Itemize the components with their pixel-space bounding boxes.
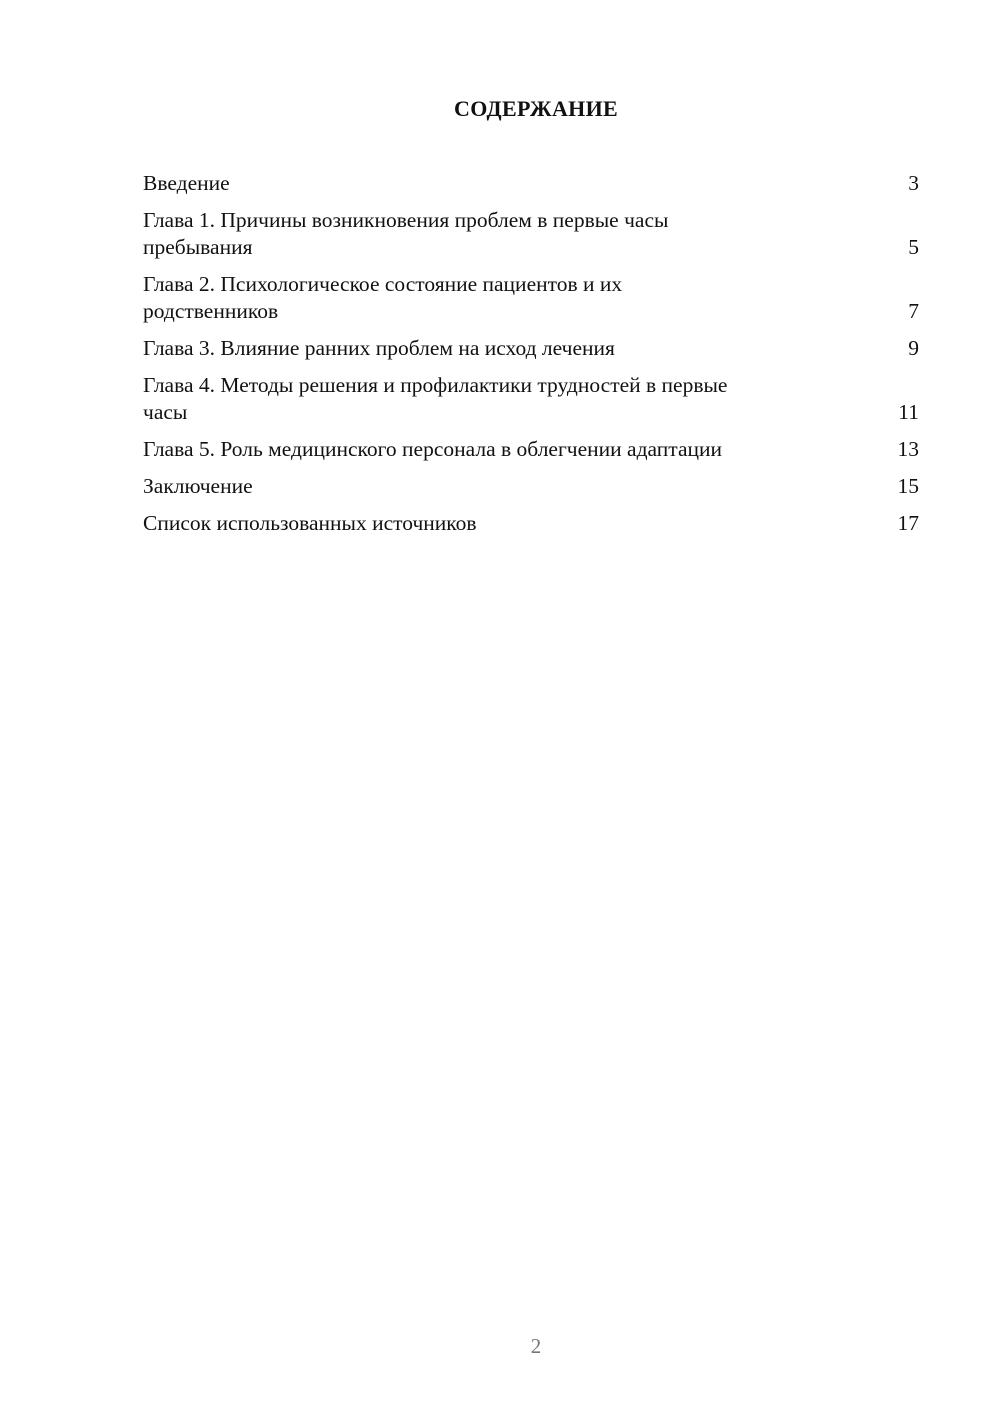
toc-entry-chapter-1 xyxy=(143,207,919,261)
toc-entry-label xyxy=(143,510,895,537)
toc-entry-label-line: Введение xyxy=(143,171,230,195)
toc-entry-chapter-3 xyxy=(143,335,919,362)
toc-entry-label xyxy=(143,271,895,325)
toc-entry-label xyxy=(143,335,895,362)
toc-entry-page: 15 xyxy=(897,474,919,498)
toc-entry-label-line: Глава 5. Роль медицинского персонала в облегчении адаптации xyxy=(143,437,723,461)
toc-entry-label-line: Список использованных источников xyxy=(143,511,477,535)
toc-entry-label-line: часы xyxy=(143,400,188,424)
toc-entry-page: 7 xyxy=(908,299,919,323)
toc-entry-label xyxy=(143,372,895,426)
toc-entry-references xyxy=(143,510,919,537)
table-of-contents xyxy=(143,170,919,547)
toc-entry-label-line: родственников xyxy=(143,299,279,323)
toc-entry-page: 9 xyxy=(908,336,919,360)
toc-entry-chapter-2 xyxy=(143,271,919,325)
toc-entry-label xyxy=(143,207,895,261)
toc-entry-page: 17 xyxy=(897,511,919,535)
toc-entry-conclusion xyxy=(143,473,919,500)
toc-entry-label-line: Глава 3. Влияние ранних проблем на исход лечения xyxy=(143,336,615,360)
toc-entry-label-line: Заключение xyxy=(143,474,253,498)
toc-entry-label-line: Глава 2. Психологическое состояние пациентов и их xyxy=(143,272,623,296)
toc-entry-label-line: пребывания xyxy=(143,235,253,259)
toc-entry-chapter-4 xyxy=(143,372,919,426)
toc-entry-page: 5 xyxy=(908,235,919,259)
toc-entry-page: 11 xyxy=(898,400,919,424)
toc-entry-page: 3 xyxy=(908,171,919,195)
toc-entry-page: 13 xyxy=(897,437,919,461)
toc-entry-introduction xyxy=(143,170,919,197)
page-title: СОДЕРЖАНИЕ xyxy=(454,96,618,121)
page-number: 2 xyxy=(530,1334,542,1358)
toc-entry-chapter-5 xyxy=(143,436,919,463)
toc-entry-label xyxy=(143,473,895,500)
toc-entry-label xyxy=(143,170,895,197)
toc-entry-label-line: Глава 1. Причины возникновения проблем в первые часы xyxy=(143,208,669,232)
toc-entry-label xyxy=(143,436,895,463)
toc-entry-label-line: Глава 4. Методы решения и профилактики трудностей в первые xyxy=(143,373,728,397)
